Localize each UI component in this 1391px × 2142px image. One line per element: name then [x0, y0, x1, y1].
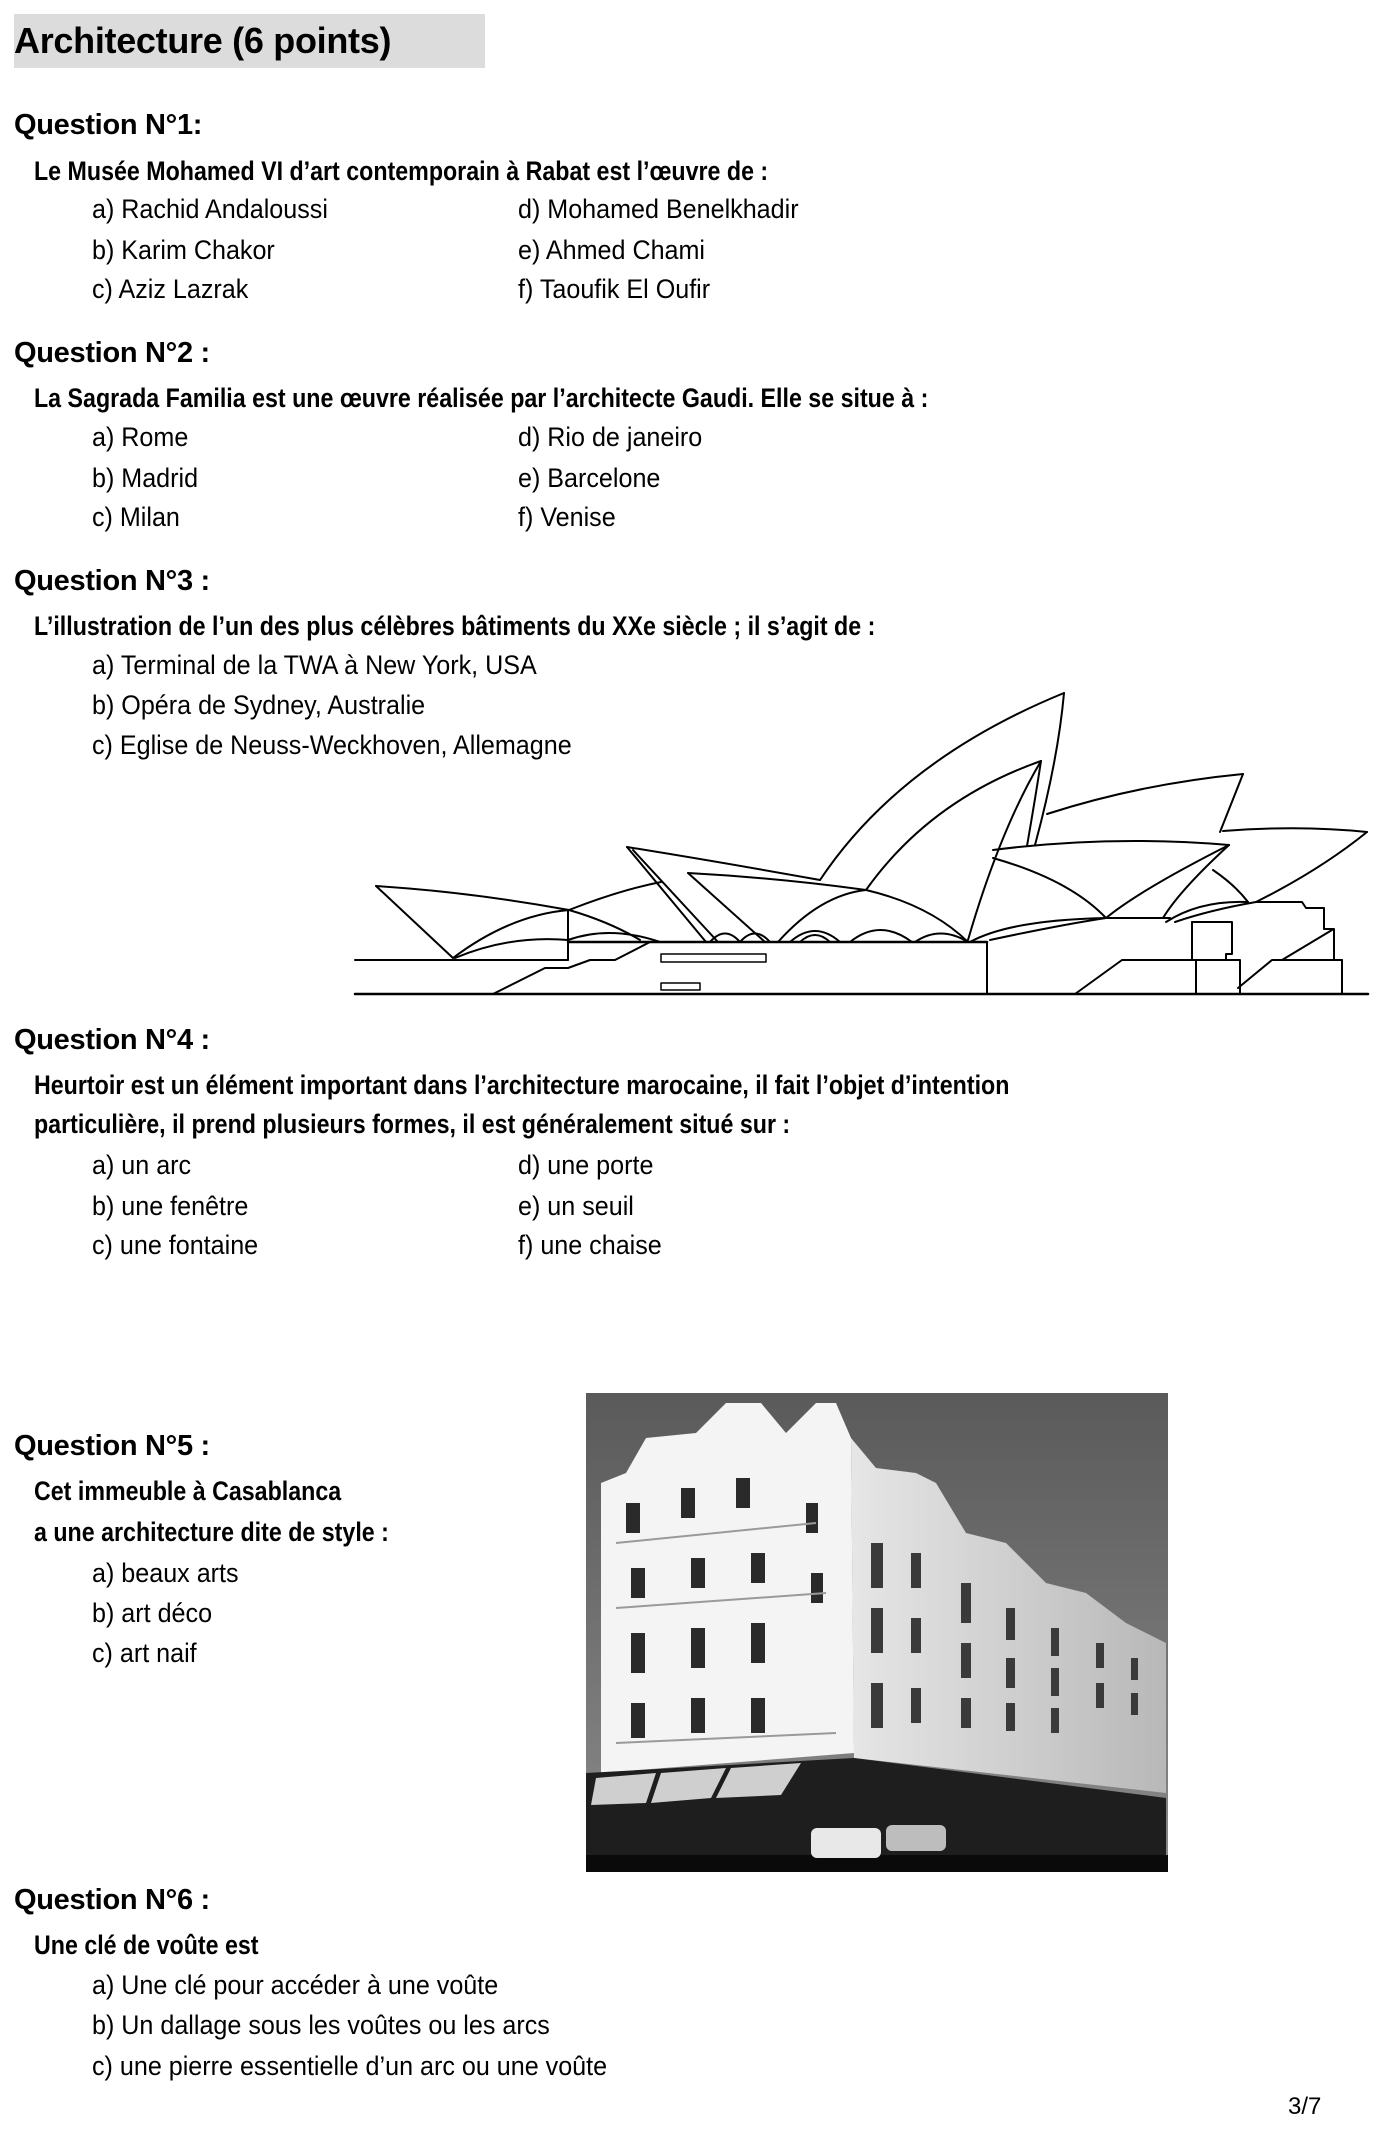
question-3-heading: Question N°3 :: [14, 565, 210, 597]
question-2-option-f: f) Venise: [518, 502, 616, 532]
drawing-shell-far-inner: [1213, 870, 1248, 902]
section-title: Architecture (6 points): [14, 20, 392, 61]
photo-car-grey: [886, 1825, 946, 1851]
question-6-option-c: c) une pierre essentielle d’un arc ou une voûte: [92, 2051, 608, 2081]
drawing-rect-2: [661, 983, 700, 990]
question-2-option-a: a) Rome: [92, 422, 189, 452]
question-1-option-c: c) Aziz Lazrak: [92, 274, 249, 304]
casablanca-building-photo: [586, 1393, 1168, 1872]
question-1-text: Le Musée Mohamed VI d’art contemporain à Rabat est l’œuvre de :: [34, 156, 769, 186]
drawing-shell-3-edge: [688, 873, 765, 942]
drawing-right-diagonal: [1282, 930, 1332, 960]
drawing-shell-1-edge: [376, 886, 453, 958]
question-4-option-e: e) un seuil: [518, 1191, 634, 1221]
question-5-text-line-1: Cet immeuble à Casablanca: [34, 1476, 342, 1506]
question-2-option-c: c) Milan: [92, 502, 180, 532]
drawing-shell-1-arc: [453, 910, 569, 958]
question-4-option-a: a) un arc: [92, 1150, 192, 1180]
question-2-option-b: b) Madrid: [92, 463, 199, 493]
drawing-right-steps-a: [1075, 960, 1240, 994]
drawing-small-arches: [710, 930, 968, 942]
question-3-option-c: c) Eglise de Neuss-Weckhoven, Allemagne: [92, 730, 572, 760]
sydney-opera-house-drawing-icon: [350, 688, 1382, 998]
question-3-option-b: b) Opéra de Sydney, Australie: [92, 690, 426, 720]
question-6-heading: Question N°6 :: [14, 1884, 210, 1916]
drawing-shell-right-top: [1047, 774, 1243, 814]
drawing-shell-2-edge-b: [633, 850, 718, 942]
question-3-text: L’illustration de l’un des plus célèbres bâtiments du XXe siècle ; il s’agit de :: [34, 611, 876, 641]
photo-car-white: [811, 1828, 881, 1858]
drawing-rect-1: [661, 954, 766, 962]
drawing-shell-1-top: [376, 886, 640, 940]
question-5-text-line-2: a une architecture dite de style :: [34, 1517, 389, 1547]
question-1-option-a: a) Rachid Andaloussi: [92, 194, 328, 224]
question-5-option-a: a) beaux arts: [92, 1558, 239, 1588]
drawing-right-structure: [1256, 902, 1342, 994]
question-2-heading: Question N°2 :: [14, 337, 210, 369]
question-5-option-b: b) art déco: [92, 1598, 213, 1628]
drawing-shell-mid-arc-b: [1106, 845, 1229, 918]
photo-awning-1: [591, 1773, 656, 1805]
question-2-text: La Sagrada Familia est une œuvre réalisée par l’architecte Gaudi. Elle se situe à :: [34, 383, 929, 413]
drawing-tall-shell-2-outer: [866, 761, 1041, 890]
question-4-text-line-2: particulière, il prend plusieurs formes, il est généralement situé sur :: [34, 1109, 791, 1139]
question-4-option-c: c) une fontaine: [92, 1230, 259, 1260]
drawing-shell-far-top: [1223, 828, 1367, 832]
drawing-shell-3-arc: [778, 890, 866, 942]
drawing-right-steps-b: [1238, 960, 1342, 988]
question-2-option-d: d) Rio de janeiro: [518, 422, 703, 452]
drawing-shell-mid-arc-a: [993, 858, 1106, 918]
drawing-shell-right-edge: [1220, 774, 1243, 832]
drawing-right-box: [1192, 922, 1232, 960]
drawing-shell-1-rise: [569, 882, 661, 910]
question-4-option-b: b) une fenêtre: [92, 1191, 249, 1221]
question-6-text: Une clé de voûte est: [34, 1930, 259, 1960]
question-1-option-e: e) Ahmed Chami: [518, 235, 706, 265]
building-photo-icon: [586, 1393, 1168, 1872]
drawing-shell-3-top: [688, 873, 968, 942]
question-4-text-line-1: Heurtoir est un élément important dans l’architecture marocaine, il fait l’objet d’intention: [34, 1070, 1010, 1100]
drawing-steps-left: [493, 942, 650, 994]
question-1-option-d: d) Mohamed Benelkhadir: [518, 194, 799, 224]
question-6-option-a: a) Une clé pour accéder à une voûte: [92, 1970, 499, 2000]
question-4-heading: Question N°4 :: [14, 1024, 210, 1056]
question-1-option-f: f) Taoufik El Oufir: [518, 274, 711, 304]
question-5-option-c: c) art naif: [92, 1638, 197, 1668]
question-6-option-b: b) Un dallage sous les voûtes ou les arcs: [92, 2010, 550, 2040]
question-2-option-e: e) Barcelone: [518, 463, 661, 493]
question-1-option-b: b) Karim Chakor: [92, 235, 275, 265]
page-number: 3/7: [1288, 2093, 1322, 2120]
drawing-shell-far-edge: [1256, 832, 1367, 902]
question-4-option-d: d) une porte: [518, 1150, 654, 1180]
drawing-shell-2-edge-a: [627, 847, 706, 942]
question-5-heading: Question N°5 :: [14, 1430, 210, 1462]
question-3-option-a: a) Terminal de la TWA à New York, USA: [92, 650, 537, 680]
question-1-heading: Question N°1:: [14, 109, 203, 141]
question-4-option-f: f) une chaise: [518, 1230, 662, 1260]
